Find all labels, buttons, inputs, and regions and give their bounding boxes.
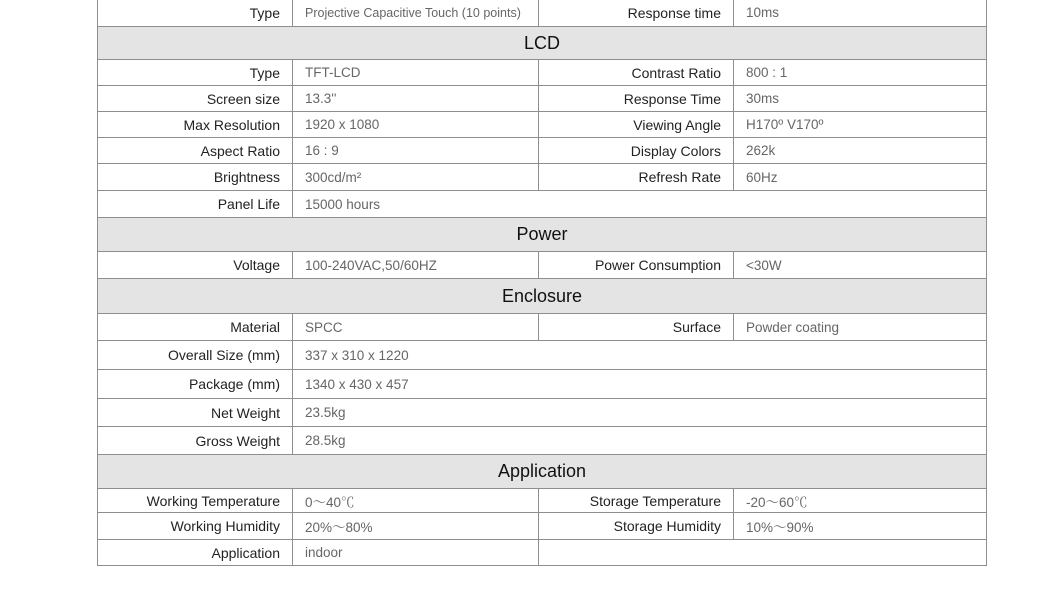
spec-value: Projective Capacitive Touch (10 points) bbox=[293, 0, 539, 27]
table-row bbox=[98, 370, 987, 399]
spec-label: Type bbox=[98, 0, 293, 27]
spec-label: Storage Humidity bbox=[539, 513, 734, 540]
table-row bbox=[98, 112, 987, 138]
spec-value: 800 : 1 bbox=[734, 60, 987, 86]
table-row bbox=[98, 399, 987, 427]
table-row bbox=[98, 60, 987, 86]
spec-value: 262k bbox=[734, 138, 987, 164]
spec-value: 20%～80% bbox=[293, 513, 539, 540]
spec-value: 16 : 9 bbox=[293, 138, 539, 164]
spec-label: Aspect Ratio bbox=[98, 138, 293, 164]
spec-label: Package (mm) bbox=[98, 370, 293, 399]
section-header-lcd bbox=[98, 27, 987, 60]
spec-label: Display Colors bbox=[539, 138, 734, 164]
spec-label: Refresh Rate bbox=[539, 164, 734, 191]
spec-label: Contrast Ratio bbox=[539, 60, 734, 86]
spec-value: 1920 x 1080 bbox=[293, 112, 539, 138]
section-title: Application bbox=[98, 455, 987, 489]
table-row bbox=[98, 191, 987, 218]
spec-label: Working Humidity bbox=[98, 513, 293, 540]
spec-label: Response Time bbox=[539, 86, 734, 112]
spec-value: 10ms bbox=[734, 0, 987, 27]
spec-value: 60Hz bbox=[734, 164, 987, 191]
spec-value: indoor bbox=[293, 540, 539, 566]
spec-label: Type bbox=[98, 60, 293, 86]
spec-value: 23.5kg bbox=[293, 399, 987, 427]
spec-value: 100-240VAC,50/60HZ bbox=[293, 252, 539, 279]
section-header-application bbox=[98, 455, 987, 489]
spec-value: 1340 x 430 x 457 bbox=[293, 370, 987, 399]
table-row bbox=[98, 540, 987, 566]
spec-value: -20～60℃ bbox=[734, 489, 987, 513]
spec-label: Net Weight bbox=[98, 399, 293, 427]
spec-value: 0～40℃ bbox=[293, 489, 539, 513]
table-row bbox=[98, 0, 987, 27]
spec-value: 10%～90% bbox=[734, 513, 987, 540]
section-title: Enclosure bbox=[98, 279, 987, 314]
spec-label: Viewing Angle bbox=[539, 112, 734, 138]
table-row bbox=[98, 86, 987, 112]
spec-value: TFT-LCD bbox=[293, 60, 539, 86]
spec-label: Panel Life bbox=[98, 191, 293, 218]
spec-value: 337 x 310 x 1220 bbox=[293, 341, 987, 370]
table-row bbox=[98, 164, 987, 191]
spec-label: Voltage bbox=[98, 252, 293, 279]
spec-label: Response time bbox=[539, 0, 734, 27]
section-header-enclosure bbox=[98, 279, 987, 314]
section-header-power bbox=[98, 218, 987, 252]
spec-value: 28.5kg bbox=[293, 427, 987, 455]
spec-label: Brightness bbox=[98, 164, 293, 191]
table-row bbox=[98, 252, 987, 279]
spec-value: SPCC bbox=[293, 314, 539, 341]
table-row bbox=[98, 427, 987, 455]
spec-value: Powder coating bbox=[734, 314, 987, 341]
spec-label: Working Temperature bbox=[98, 489, 293, 513]
table-row bbox=[98, 341, 987, 370]
spec-value: 13.3'' bbox=[293, 86, 539, 112]
spec-value: 15000 hours bbox=[293, 191, 987, 218]
section-title: Power bbox=[98, 218, 987, 252]
spec-label: Material bbox=[98, 314, 293, 341]
section-title: LCD bbox=[98, 27, 987, 60]
table-row bbox=[98, 513, 987, 540]
spec-label: Surface bbox=[539, 314, 734, 341]
spec-label: Overall Size (mm) bbox=[98, 341, 293, 370]
table-row bbox=[98, 489, 987, 513]
spec-table bbox=[97, 0, 987, 566]
spec-label: Screen size bbox=[98, 86, 293, 112]
spec-value: H170º V170º bbox=[734, 112, 987, 138]
spec-value: 300cd/m² bbox=[293, 164, 539, 191]
spec-label: Application bbox=[98, 540, 293, 566]
table-row bbox=[98, 314, 987, 341]
spec-label: Power Consumption bbox=[539, 252, 734, 279]
empty-cell bbox=[539, 540, 987, 566]
spec-label: Gross Weight bbox=[98, 427, 293, 455]
spec-value: <30W bbox=[734, 252, 987, 279]
spec-label: Max Resolution bbox=[98, 112, 293, 138]
table-row bbox=[98, 138, 987, 164]
spec-label: Storage Temperature bbox=[539, 489, 734, 513]
spec-value: 30ms bbox=[734, 86, 987, 112]
